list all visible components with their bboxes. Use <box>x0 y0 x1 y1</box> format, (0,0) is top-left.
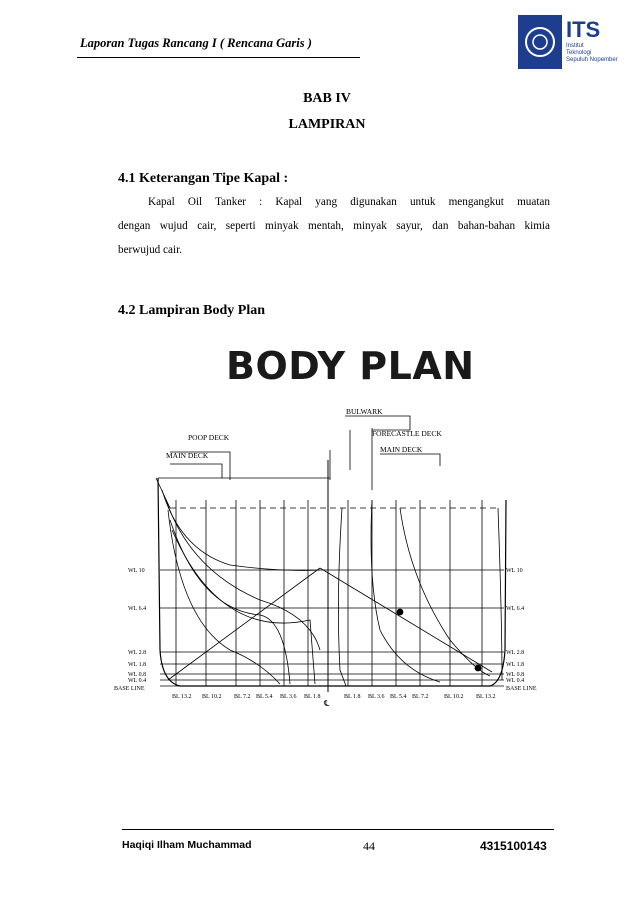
chapter-number: BAB IV <box>303 91 351 106</box>
label-main-deck-left: MAIN DECK <box>166 451 209 460</box>
bl-right-1-8: BL 1.8 <box>344 694 361 700</box>
body-plan-drawing <box>110 400 550 710</box>
bl-right-10-2: BL 10.2 <box>444 694 464 700</box>
logo-sub1: Institut <box>566 43 584 49</box>
para-line-2: dengan wujud cair, seperti minyak mentah, minyak sayur, dan bahan-bahan kimia <box>118 220 550 232</box>
para-line-1: Kapal Oil Tanker : Kapal yang digunakan untuk mengangkut muatan <box>148 196 550 208</box>
label-forecastle-deck: FORECASTLE DECK <box>372 429 442 438</box>
student-id: 4315100143 <box>480 839 547 853</box>
logo-sub2: Teknologi <box>566 50 592 56</box>
page-number: 44 <box>363 839 375 853</box>
bl-right-3-6: BL 3.6 <box>368 694 385 700</box>
wl-right-10: WL 10 <box>506 568 523 574</box>
bl-right-13-2: BL 13.2 <box>476 694 496 700</box>
header-title: Laporan Tugas Rancang I ( Rencana Garis ) <box>80 36 312 50</box>
logo-subtext <box>566 43 618 64</box>
chapter-title: LAMPIRAN <box>288 117 366 132</box>
header-divider <box>77 57 360 58</box>
body-plan-title: BODY PLAN <box>226 344 475 388</box>
wl-right-0-8: WL 0.8 <box>506 672 525 678</box>
centerline-symbol: ℄ <box>324 699 330 708</box>
bl-left-3-6: BL 3.6 <box>280 694 297 700</box>
wl-left-1-8: WL 1.8 <box>128 662 147 668</box>
logo-text: ITS <box>566 17 601 42</box>
logo-emblem <box>518 15 562 69</box>
label-main-deck-right: MAIN DECK <box>380 445 423 454</box>
wl-left-10: WL 10 <box>128 568 145 574</box>
logo-seal-icon <box>518 15 562 69</box>
logo-sub3: Sepuluh Nopember <box>566 57 618 63</box>
section-heading-4-1: 4.1 Keterangan Tipe Kapal : <box>118 171 289 186</box>
para-line-3: berwujud cair. <box>118 244 182 256</box>
bl-left-5-4: BL 5.4 <box>256 694 273 700</box>
bl-right-7-2: BL 7.2 <box>412 694 429 700</box>
bl-left-13-2: BL 13.2 <box>172 694 192 700</box>
bl-right-5-4: BL 5.4 <box>390 694 407 700</box>
bl-left-10-2: BL 10.2 <box>202 694 222 700</box>
baseline-left: BASE LINE <box>114 686 145 692</box>
wl-right-6-4: WL 6.4 <box>506 606 525 612</box>
baseline-right: BASE LINE <box>506 686 537 692</box>
wl-left-2-8: WL 2.8 <box>128 650 147 656</box>
footer-divider <box>122 829 554 830</box>
label-bulwark: BULWARK <box>346 407 383 416</box>
footer-author: Haqiqi Ilham Muchammad <box>122 839 252 851</box>
wl-left-0-8: WL 0.8 <box>128 672 147 678</box>
wl-right-1-8: WL 1.8 <box>506 662 525 668</box>
wl-left-6-4: WL 6.4 <box>128 606 147 612</box>
section-paragraph <box>118 190 550 262</box>
label-poop-deck: POOP DECK <box>188 433 230 442</box>
its-logo <box>518 15 624 69</box>
section-heading-4-2: 4.2 Lampiran Body Plan <box>118 303 266 318</box>
wl-right-2-8: WL 2.8 <box>506 650 525 656</box>
wl-left-0-4: WL 0.4 <box>128 678 147 684</box>
bl-left-1-8: BL 1.8 <box>304 694 321 700</box>
bl-left-7-2: BL 7.2 <box>234 694 251 700</box>
wl-right-0-4: WL 0.4 <box>506 678 525 684</box>
